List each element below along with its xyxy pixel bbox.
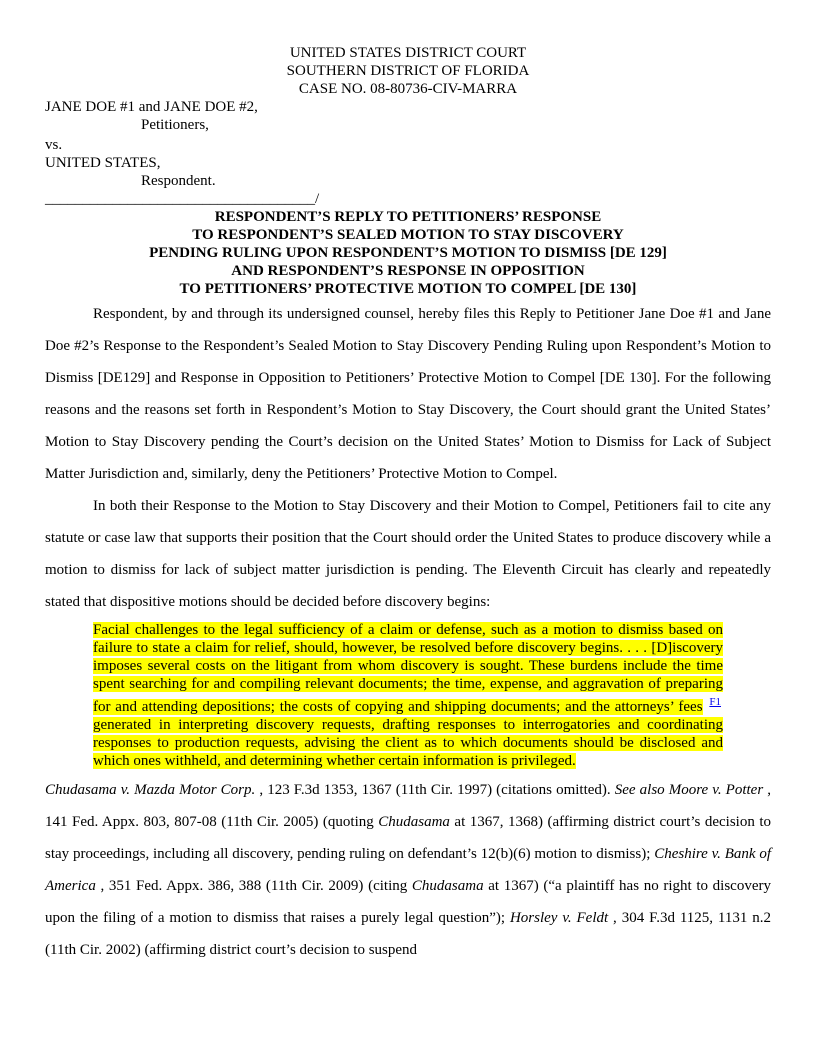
block-quote bbox=[93, 621, 723, 770]
caption-rule: ____________________________________/ bbox=[45, 191, 320, 207]
title-line-1: RESPONDENT’S REPLY TO PETITIONERS’ RESPONSE bbox=[214, 209, 602, 225]
case-horsley: Horsley v. Feldt bbox=[509, 910, 609, 926]
case-cheshire-cite: , 351 Fed. Appx. 386, 388 (11th Cir. 2009) (citing bbox=[95, 878, 412, 894]
case-number: CASE NO. 08-80736-CIV-MARRA bbox=[298, 81, 518, 97]
district-name: SOUTHERN DISTRICT OF FLORIDA bbox=[286, 63, 530, 79]
document-title bbox=[45, 208, 771, 298]
quote-part-1: Facial challenges to the legal sufficiency of a claim or defense, such as a motion to dismiss based on failure to state a claim for relief, should, however, be resolved before discovery begins. . . . [D]iscovery imposes several costs on the litigant from whom discovery is sought. These burdens include the time spent searching for and compiling relevant documents; the time, expense, and aggravation of preparing for and attending depositions; the costs of copying and shipping documents; and the attorneys’ fees bbox=[93, 622, 723, 715]
title-line-3: PENDING RULING UPON RESPONDENT’S MOTION TO DISMISS [DE 129] bbox=[149, 245, 667, 261]
quote-part-2: generated in interpreting discovery requests, drafting responses to interrogatories and coordinating responses to production requests, advising the client as to which documents should be disclosed and which ones withheld, and determining whether certain information is privileged. bbox=[93, 717, 723, 769]
chudasama-ref-1: Chudasama bbox=[378, 814, 450, 830]
paragraph-argument: In both their Response to the Motion to Stay Discovery and their Motion to Compel, Petitioners fail to cite any statute or case law that supports their position that the Court should order the United States to produce discovery while a motion to dismiss for lack of subject matter jurisdiction is pending. The Eleventh Circuit has clearly and repeatedly stated that dispositive motions should be decided before discovery begins: bbox=[45, 498, 771, 610]
title-line-4: AND RESPONDENT’S RESPONSE IN OPPOSITION bbox=[231, 263, 585, 279]
court-name: UNITED STATES DISTRICT COURT bbox=[289, 45, 527, 61]
see-also-moore: See also Moore v. Potter bbox=[614, 782, 764, 798]
document-page bbox=[45, 44, 771, 966]
paragraph-intro: Respondent, by and through its undersigned counsel, hereby files this Reply to Petitioner Jane Doe #1 and Jane Doe #2’s Response to the Respondent’s Sealed Motion to Stay Discovery Pending Ruling upon Respondent’s Motion to Dismiss [DE129] and Response in Opposition to Petitioners’ Protective Motion to Compel [DE 130]. For the following reasons and the reasons set forth in Respondent’s Motion to Stay Discovery, the Court should grant the United States’ Motion to Stay Discovery pending the Court’s decision on the United States’ Motion to Dismiss for Lack of Subject Matter Jurisdiction and, similarly, deny the Petitioners’ Protective Motion to Compel. bbox=[45, 306, 771, 482]
block-quote-text bbox=[93, 621, 723, 770]
case-chudasama: Chudasama v. Mazda Motor Corp. bbox=[45, 782, 256, 798]
versus: vs. bbox=[45, 137, 63, 153]
respondent-label: Respondent. bbox=[141, 173, 216, 189]
case-horsley-cite: , 304 F.3d 1125, 1131 n.2 (11th Cir. 2002) (affirming district court’s decision to suspend bbox=[45, 910, 771, 958]
chudasama-ref-2: Chudasama bbox=[411, 878, 484, 894]
title-line-2: TO RESPONDENT’S SEALED MOTION TO STAY DISCOVERY bbox=[192, 227, 624, 243]
case-moore-paren: at 1367, 1368) (affirming district court’s decision to stay proceedings, including all discovery, pending ruling on defendant’s 12(b)(6) motion to dismiss); bbox=[45, 814, 771, 862]
petitioners-label: Petitioners, bbox=[141, 117, 209, 133]
respondent-name: UNITED STATES, bbox=[45, 155, 161, 171]
case-chudasama-cite: , 123 F.3d 1353, 1367 (11th Cir. 1997) (citations omitted). bbox=[255, 782, 615, 798]
footnote-link[interactable]: F1 bbox=[709, 696, 721, 708]
case-moore-cite: , 141 Fed. Appx. 803, 807-08 (11th Cir. 2005) (quoting bbox=[45, 782, 771, 830]
citation-paragraph bbox=[45, 774, 771, 966]
case-caption bbox=[45, 98, 771, 208]
petitioners-names: JANE DOE #1 and JANE DOE #2, bbox=[45, 99, 258, 115]
court-header bbox=[45, 44, 771, 98]
title-line-5: TO PETITIONERS’ PROTECTIVE MOTION TO COMPEL [DE 130] bbox=[179, 281, 637, 297]
case-cheshire-paren: at 1367) (“a plaintiff has no right to discovery upon the filing of a motion to dismiss that raises a purely legal question”); bbox=[45, 878, 771, 926]
case-cheshire: Cheshire v. Bank of America bbox=[45, 846, 771, 894]
